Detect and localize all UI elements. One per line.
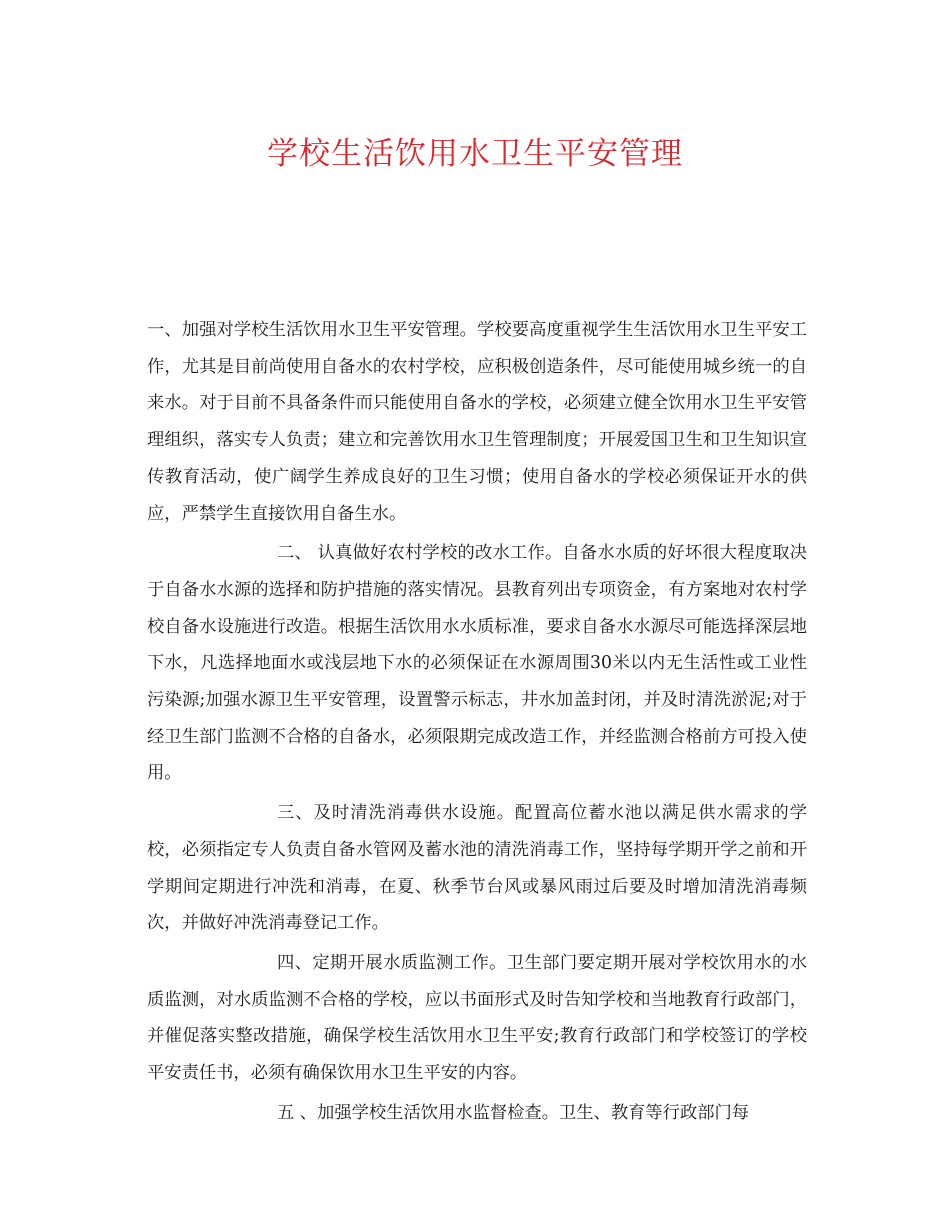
document-body [147, 312, 807, 1134]
paragraph-5: 五 、加强学校生活饮用水监督检查。卫生、教育等行政部门每 [277, 1102, 750, 1123]
paragraph-3: 三、及时清洗消毒供水设施。配置高位蓄水池以满足供水需求的学校，必须指定专人负责自备水管网及蓄水池的清洗消毒工作，坚持每学期开学之前和开学期间定期进行冲洗和消毒，在夏、秋季节台风或暴风雨过后要及时增加清洗消毒频次，并做好冲洗消毒登记工作。 [147, 803, 807, 934]
paragraph-1: 一、加强对学校生活饮用水卫生平安管理。学校要高度重视学生生活饮用水卫生平安工作，尤其是目前尚使用自备水的农村学校，应积极创造条件，尽可能使用城乡统一的自来水。对于目前不具备条件而只能使用自备水的学校，必须建立健全饮用水卫生平安管理组织，落实专人负责；建立和完善饮用水卫生管理制度；开展爱国卫生和卫生知识宣传教育活动，使广阔学生养成良好的卫生习惯；使用自备水的学校必须保证开水的供应，严禁学生直接饮用自备生水。 [147, 320, 807, 524]
paragraph-2: 二、 认真做好农村学校的改水工作。自备水水质的好坏很大程度取决于自备水水源的选择和防护措施的落实情况。县教育列出专项资金，有方案地对农村学校自备水设施进行改造。根据生活饮用水水质标准，要求自备水水源尽可能选择深层地下水，凡选择地面水或浅层地下水的必须保证在水源周围30米以内无生活性或工业性污染源;加强水源卫生平安管理，设置警示标志，井水加盖封闭，并及时清洗淤泥;对于经卫生部门监测不合格的自备水，必须限期完成改造工作，并经监测合格前方可投入使用。 [147, 543, 807, 784]
document-title: 学校生活饮用水卫生平安管理 [267, 136, 683, 172]
paragraph-4: 四、定期开展水质监测工作。卫生部门要定期开展对学校饮用水的水质监测，对水质监测不合格的学校，应以书面形式及时告知学校和当地教育行政部门，并催促落实整改措施，确保学校生活饮用水卫生平安;教育行政部门和学校签订的学校平安责任书，必须有确保饮用水卫生平安的内容。 [147, 952, 807, 1084]
